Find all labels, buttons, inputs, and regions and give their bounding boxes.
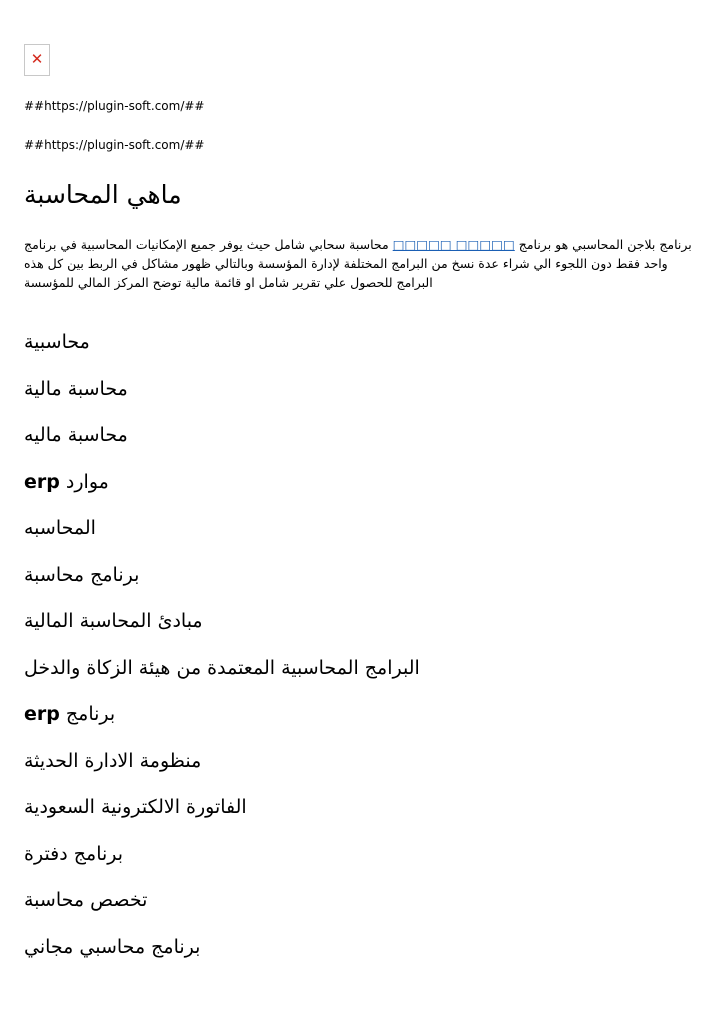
- keyword-item: الفاتورة الالكترونية السعودية: [24, 796, 247, 818]
- paragraph-text: محاسبة سحابي شامل حيث يوفر جميع الإمكانيات المحاسبية في برنامج واحد فقط دون اللجوء الي شراء عدة نسخ من البرامج المختلفة لإدارة المؤسسة وبالتالي ظهور مشاكل في الربط بين كل هذه البرامج للحصول علي تقرير شامل او قائمة مالية توضح المركز المالي للمؤسسة: [24, 237, 668, 290]
- keyword-item: محاسبة مالية: [24, 377, 128, 400]
- keyword-item: برنامج erp: [24, 703, 116, 725]
- keyword-list: [24, 325, 696, 976]
- keyword-item: موارد erp: [24, 470, 109, 493]
- keyword-item: المحاسبه: [24, 517, 96, 539]
- keyword-item: تخصص محاسبة: [24, 889, 148, 911]
- keyword-item: محاسبة ماليه: [24, 424, 128, 446]
- page-title: ماهي المحاسبة: [24, 180, 182, 209]
- broken-image: [24, 44, 50, 76]
- url-text: ##https://plugin-soft.com/##: [24, 138, 205, 152]
- keyword-item: برنامج دفترة: [24, 842, 124, 865]
- keyword-item: برنامج محاسبة: [24, 563, 140, 586]
- keyword-item: محاسبية: [24, 331, 90, 353]
- keyword-item: منظومة الادارة الحديثة: [24, 749, 202, 772]
- url-text: ##https://plugin-soft.com/##: [24, 99, 205, 113]
- paragraph-text: برنامج بلاجن المحاسبي هو برنامج: [518, 237, 692, 252]
- intro-paragraph: [24, 235, 696, 292]
- broken-image-icon: ✕: [30, 50, 44, 68]
- keyword-item: مبادئ المحاسبة المالية: [24, 610, 203, 632]
- plugin-link[interactable]: □□□□□ □□□□□: [392, 237, 515, 252]
- keyword-item: برنامج محاسبي مجاني: [24, 935, 201, 958]
- keyword-item: البرامج المحاسبية المعتمدة من هيئة الزكاة والدخل: [24, 656, 420, 679]
